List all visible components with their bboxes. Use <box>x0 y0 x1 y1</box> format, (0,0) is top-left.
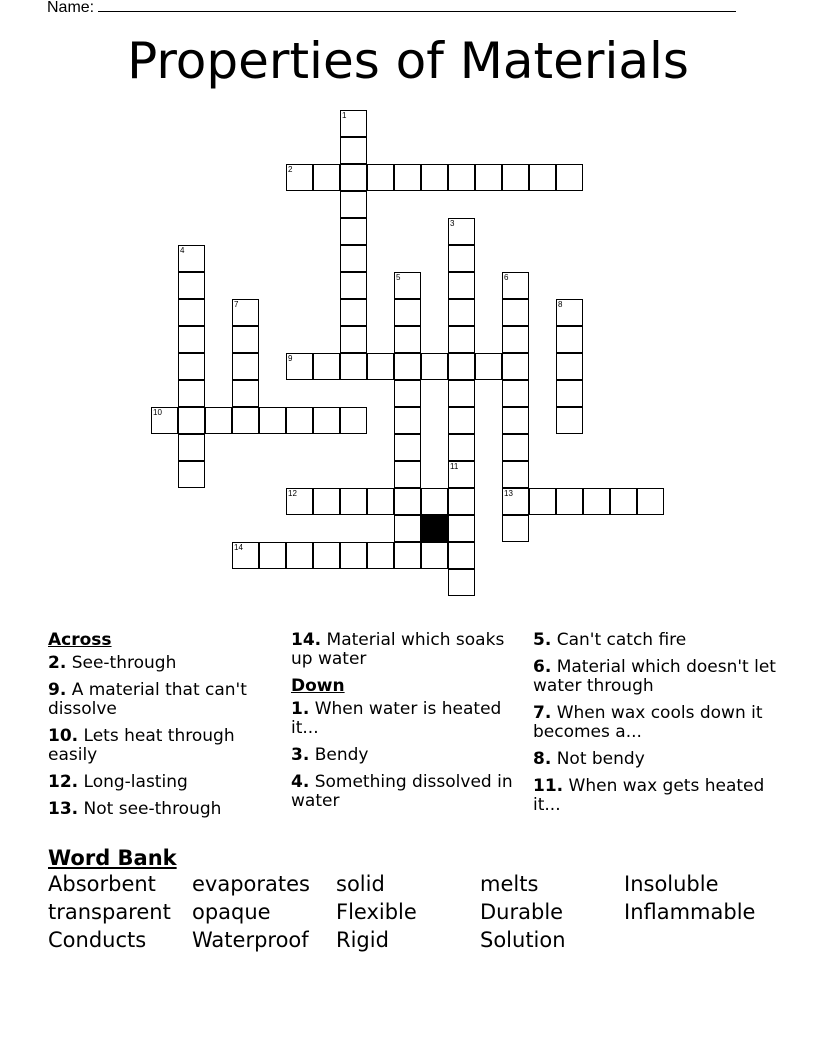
crossword-cell[interactable] <box>502 353 529 380</box>
crossword-cell[interactable] <box>340 407 367 434</box>
crossword-cell[interactable] <box>448 515 475 542</box>
crossword-cell[interactable] <box>529 488 556 515</box>
crossword-cell[interactable] <box>178 272 205 299</box>
crossword-cell[interactable] <box>448 353 475 380</box>
crossword-cell[interactable] <box>556 380 583 407</box>
crossword-cell-number: 1 <box>342 111 347 120</box>
clue-down-11: 11. When wax gets heated it... <box>533 776 765 815</box>
crossword-cell[interactable] <box>340 542 367 569</box>
clue-across-9: 9. A material that can't dissolve <box>48 680 247 719</box>
word-bank-item: solid <box>336 872 385 896</box>
crossword-cell[interactable] <box>475 164 502 191</box>
clue-down-8: 8. Not bendy <box>533 749 645 769</box>
clue-down-4: 4. Something dissolved in water <box>291 772 513 811</box>
crossword-cell[interactable] <box>232 353 259 380</box>
crossword-cell[interactable] <box>448 380 475 407</box>
word-bank-item: transparent <box>48 900 171 924</box>
crossword-cell[interactable] <box>367 164 394 191</box>
crossword-cell[interactable] <box>259 542 286 569</box>
crossword-cell[interactable] <box>178 299 205 326</box>
word-bank-item: Durable <box>480 900 564 924</box>
crossword-cell-number: 13 <box>504 489 513 498</box>
crossword-cell[interactable] <box>448 461 475 488</box>
crossword-cell[interactable] <box>340 164 367 191</box>
crossword-cell[interactable] <box>502 164 529 191</box>
crossword-cell[interactable] <box>178 353 205 380</box>
word-bank-item: Flexible <box>336 900 417 924</box>
crossword-cell[interactable] <box>178 407 205 434</box>
crossword-cell[interactable] <box>448 164 475 191</box>
crossword-cell[interactable] <box>394 488 421 515</box>
crossword-cell[interactable] <box>448 542 475 569</box>
word-bank <box>48 873 778 951</box>
crossword-cell[interactable] <box>502 299 529 326</box>
word-bank-item: melts <box>480 872 539 896</box>
crossword-cell[interactable] <box>340 110 367 137</box>
crossword-cell[interactable] <box>394 515 421 542</box>
crossword-cell[interactable] <box>178 326 205 353</box>
crossword-cell[interactable] <box>394 542 421 569</box>
crossword-cell[interactable] <box>421 542 448 569</box>
crossword-cell[interactable] <box>340 326 367 353</box>
crossword-cell[interactable] <box>502 380 529 407</box>
crossword-cell[interactable] <box>313 542 340 569</box>
crossword-cell[interactable] <box>556 164 583 191</box>
clues-column-3 <box>533 631 783 823</box>
crossword-cell[interactable] <box>313 407 340 434</box>
clue-across-2: 2. See-through <box>48 653 177 673</box>
crossword-cell[interactable] <box>502 407 529 434</box>
word-bank-item: Waterproof <box>192 928 309 952</box>
clue-down-7: 7. When wax cools down it becomes a... <box>533 703 763 742</box>
crossword-cell-number: 14 <box>234 543 243 552</box>
crossword-cell[interactable] <box>556 407 583 434</box>
crossword-cell[interactable] <box>259 407 286 434</box>
word-bank-item: evaporates <box>192 872 310 896</box>
crossword-cell[interactable] <box>313 164 340 191</box>
crossword-cell[interactable] <box>394 407 421 434</box>
crossword-cell[interactable] <box>151 407 178 434</box>
crossword-cell-number: 12 <box>288 489 297 498</box>
crossword-cell[interactable] <box>232 326 259 353</box>
crossword-cell[interactable] <box>232 299 259 326</box>
crossword-cell[interactable] <box>367 488 394 515</box>
crossword-cell[interactable] <box>340 272 367 299</box>
down-heading: Down <box>291 676 345 696</box>
crossword-cell[interactable] <box>556 326 583 353</box>
crossword-cell[interactable] <box>394 326 421 353</box>
crossword-cell-number: 7 <box>234 300 239 309</box>
crossword-cell[interactable] <box>556 488 583 515</box>
crossword-cell[interactable] <box>556 353 583 380</box>
crossword-cell-number: 2 <box>288 165 293 174</box>
crossword-cell[interactable] <box>178 380 205 407</box>
crossword-cell[interactable] <box>394 461 421 488</box>
crossword-cell[interactable] <box>448 488 475 515</box>
crossword-cell[interactable] <box>448 407 475 434</box>
crossword-cell[interactable] <box>448 245 475 272</box>
crossword-cell[interactable] <box>286 353 313 380</box>
crossword-cell[interactable] <box>448 434 475 461</box>
crossword-cell-number: 4 <box>180 246 185 255</box>
page-title: Properties of Materials <box>127 32 689 90</box>
clue-down-6: 6. Material which doesn't let water through <box>533 657 776 696</box>
crossword-cell[interactable] <box>313 353 340 380</box>
crossword-cell[interactable] <box>502 515 529 542</box>
crossword-cell[interactable] <box>286 488 313 515</box>
crossword-cell-number: 3 <box>450 219 455 228</box>
crossword-cell[interactable] <box>394 272 421 299</box>
crossword-cell[interactable] <box>232 542 259 569</box>
clues-column-2 <box>291 631 521 819</box>
crossword-cell-number: 8 <box>558 300 563 309</box>
crossword-cell[interactable] <box>502 272 529 299</box>
word-bank-item: Inflammable <box>624 900 756 924</box>
word-bank-item: Insoluble <box>624 872 719 896</box>
clue-down-5: 5. Can't catch fire <box>533 630 687 650</box>
crossword-cell[interactable] <box>421 488 448 515</box>
crossword-cell[interactable] <box>178 245 205 272</box>
crossword-cell[interactable] <box>178 461 205 488</box>
crossword-cell[interactable] <box>637 488 664 515</box>
crossword-cell[interactable] <box>502 488 529 515</box>
clue-across-14: 14. Material which soaks up water <box>291 630 505 669</box>
crossword-cell[interactable] <box>205 407 232 434</box>
crossword-cell[interactable] <box>421 353 448 380</box>
crossword-cell[interactable] <box>448 326 475 353</box>
crossword-cell[interactable] <box>448 218 475 245</box>
crossword-cell[interactable] <box>340 218 367 245</box>
crossword-cell[interactable] <box>529 164 556 191</box>
clue-across-12: 12. Long-lasting <box>48 772 188 792</box>
crossword-cell[interactable] <box>502 434 529 461</box>
crossword-cell[interactable] <box>394 380 421 407</box>
crossword-cell-number: 9 <box>288 354 293 363</box>
crossword-cell-number: 10 <box>153 408 162 417</box>
word-bank-title: Word Bank <box>48 846 177 870</box>
crossword-cell[interactable] <box>340 353 367 380</box>
word-bank-item: opaque <box>192 900 271 924</box>
crossword-cell[interactable] <box>556 299 583 326</box>
crossword-cell[interactable] <box>394 353 421 380</box>
crossword-cell[interactable] <box>340 137 367 164</box>
crossword-cell[interactable] <box>502 461 529 488</box>
word-bank-item: Rigid <box>336 928 389 952</box>
crossword-cell[interactable] <box>448 569 475 596</box>
crossword-cell-number: 6 <box>504 273 509 282</box>
crossword-cell-number: 11 <box>450 462 459 471</box>
crossword-cell[interactable] <box>232 407 259 434</box>
crossword-cell[interactable] <box>178 434 205 461</box>
crossword-cell-number: 5 <box>396 273 401 282</box>
crossword-cell[interactable] <box>340 245 367 272</box>
crossword-cell[interactable] <box>340 191 367 218</box>
crossword-black-cell <box>421 515 448 542</box>
crossword-cell[interactable] <box>583 488 610 515</box>
across-heading: Across <box>48 630 112 650</box>
word-bank-item: Conducts <box>48 928 147 952</box>
word-bank-item: Solution <box>480 928 566 952</box>
clue-across-13: 13. Not see-through <box>48 799 222 819</box>
word-bank-item: Absorbent <box>48 872 156 896</box>
clue-across-10: 10. Lets heat through easily <box>48 726 235 765</box>
clues-column-1 <box>48 631 278 827</box>
crossword-cell[interactable] <box>232 380 259 407</box>
crossword-cell[interactable] <box>394 434 421 461</box>
crossword-cell[interactable] <box>448 272 475 299</box>
crossword-cell[interactable] <box>421 164 448 191</box>
crossword-cell[interactable] <box>286 542 313 569</box>
crossword-cell[interactable] <box>448 299 475 326</box>
crossword-cell[interactable] <box>367 353 394 380</box>
clue-down-3: 3. Bendy <box>291 745 369 765</box>
crossword-cell[interactable] <box>475 353 502 380</box>
crossword-cell[interactable] <box>367 542 394 569</box>
name-label: Name: <box>47 0 95 16</box>
crossword-cell[interactable] <box>286 407 313 434</box>
crossword-cell[interactable] <box>313 488 340 515</box>
clue-down-1: 1. When water is heated it... <box>291 699 502 738</box>
crossword-cell[interactable] <box>394 299 421 326</box>
crossword-cell[interactable] <box>340 299 367 326</box>
crossword-cell[interactable] <box>340 488 367 515</box>
crossword-cell[interactable] <box>286 164 313 191</box>
crossword-cell[interactable] <box>394 164 421 191</box>
crossword-cell[interactable] <box>502 326 529 353</box>
crossword-cell[interactable] <box>610 488 637 515</box>
